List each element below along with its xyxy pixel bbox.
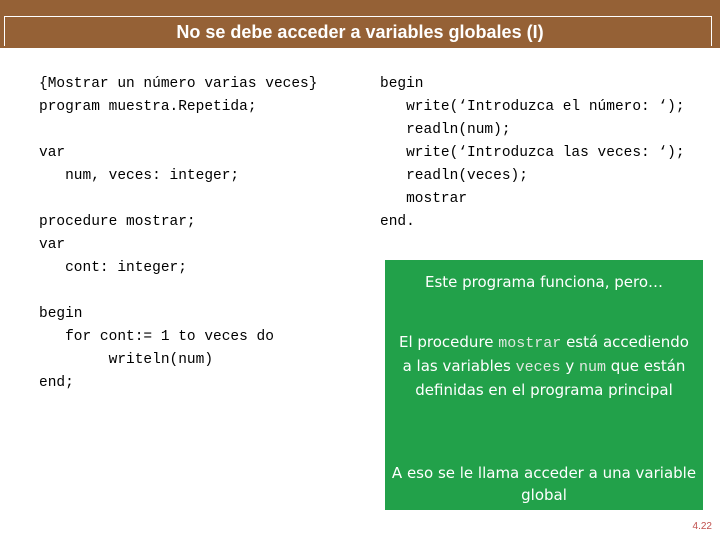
note-paragraph-3: A eso se le llama acceder a una variable global bbox=[391, 464, 697, 504]
code-block-right: begin write(‘Introduzca el número: ‘); readln(num); write(‘Introduzca las veces: ‘); readln(veces); mostrar end. bbox=[380, 76, 685, 230]
code-block-left: {Mostrar un número varias veces} program muestra.Repetida; var num, veces: integer; procedure mostrar; var cont: integer; begin for cont:= 1 to veces do writeln(num) end; bbox=[39, 76, 318, 391]
note-paragraph-1: Este programa funciona, pero… bbox=[424, 273, 664, 291]
note-box bbox=[385, 260, 703, 510]
note-text: y bbox=[560, 357, 579, 375]
slide-title: No se debe acceder a variables globales (I) bbox=[176, 22, 544, 42]
note-text: que están definidas en el programa principal bbox=[415, 357, 686, 399]
note-paragraph-2 bbox=[385, 331, 703, 401]
note-code-num: num bbox=[579, 359, 607, 376]
page-number: 4.22 bbox=[692, 521, 712, 532]
note-text: El procedure bbox=[398, 333, 499, 351]
note-text: está accediendo a las variables bbox=[402, 333, 689, 375]
note-code-veces: veces bbox=[515, 359, 561, 376]
note-code-mostrar: mostrar bbox=[498, 335, 562, 352]
